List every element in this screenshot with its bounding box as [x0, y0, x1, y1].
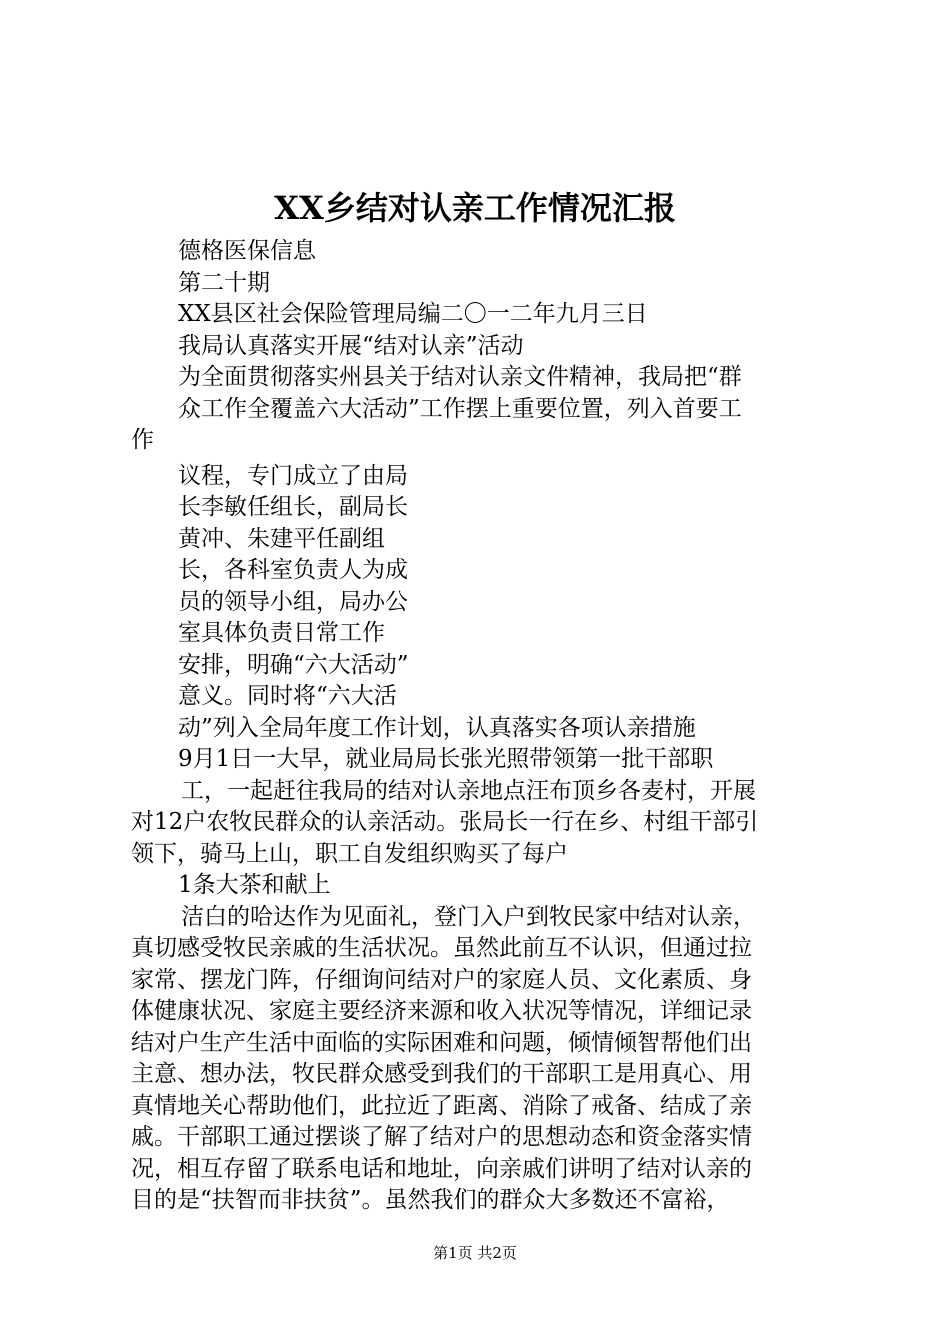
text-line: 9月1日一大早，就业局局长张光照带领第一批干部职: [178, 746, 714, 772]
text-line: 对12户农牧民群众的认亲活动。张局长一行在乡、村组干部引: [131, 809, 759, 835]
text-line: 长，各科室负责人为成: [178, 557, 408, 583]
text-line: 安排，明确“六大活动”: [178, 651, 409, 678]
page-indicator: 第1页 共2页: [433, 1244, 517, 1262]
text-line: 室具体负责日常工作: [178, 620, 385, 646]
text-line: 第二十期: [178, 269, 270, 296]
text-line: 我局认真落实开展“结对认亲”活动: [178, 332, 524, 359]
text-line: 真情地关心帮助他们，此拉近了距离、消除了戒备、结成了亲: [131, 1092, 752, 1119]
text-line: 结对户生产生活中面临的实际困难和问题，倾情倾智帮他们出: [131, 1029, 752, 1056]
text-line: 家常、摆龙门阵，仔细询问结对户的家庭人员、文化素质、身: [131, 966, 752, 993]
text-line: 意义。同时将“六大活: [178, 683, 397, 709]
text-line: 洁白的哈达作为见面礼，登门入户到牧民家中结对认亲，: [181, 903, 756, 930]
text-line: 黄冲、朱建平任副组: [178, 525, 385, 552]
text-line: 戚。干部职工通过摆谈了解了结对户的思想动态和资金落实情: [131, 1124, 752, 1150]
text-line: 动”列入全局年度工作计划，认真落实各项认亲措施: [178, 714, 696, 741]
text-line: 领下，骑马上山，职工自发组织购买了每户: [131, 840, 568, 867]
text-line: 况，相互存留了联系电话和地址，向亲戚们讲明了结对认亲的: [131, 1155, 752, 1182]
text-line: 体健康状况、家庭主要经济来源和收入状况等情况，详细记录: [131, 998, 752, 1024]
text-line: 作: [131, 427, 154, 453]
text-line: XX县区社会保险管理局编二〇一二年九月三日: [178, 301, 648, 327]
text-line: 德格医保信息: [178, 238, 316, 264]
text-line: 真切感受牧民亲戚的生活状况。虽然此前互不认识，但通过拉: [131, 935, 752, 961]
document-title: XX乡结对认亲工作情况汇报: [274, 189, 676, 227]
text-line: 员的领导小组，局办公: [178, 588, 408, 615]
text-line: 长李敏任组长，副局长: [178, 494, 408, 520]
text-line: 议程，专门成立了由局: [178, 462, 408, 489]
text-line: 目的是“扶智而非扶贫”。虽然我们的群众大多数还不富裕，: [131, 1187, 730, 1213]
text-line: 工，一起赶往我局的结对认亲地点汪布顶乡各麦村，开展: [181, 777, 756, 804]
text-line: 主意、想办法，牧民群众感受到我们的干部职工是用真心、用: [131, 1061, 752, 1087]
text-line: 为全面贯彻落实州县关于结对认亲文件精神，我局把“群: [178, 364, 742, 390]
text-line: 众工作全覆盖六大活动”工作摆上重要位置，列入首要工: [178, 395, 742, 422]
document-body: [131, 236, 831, 1217]
text-line: 1条大茶和献上: [178, 872, 331, 898]
